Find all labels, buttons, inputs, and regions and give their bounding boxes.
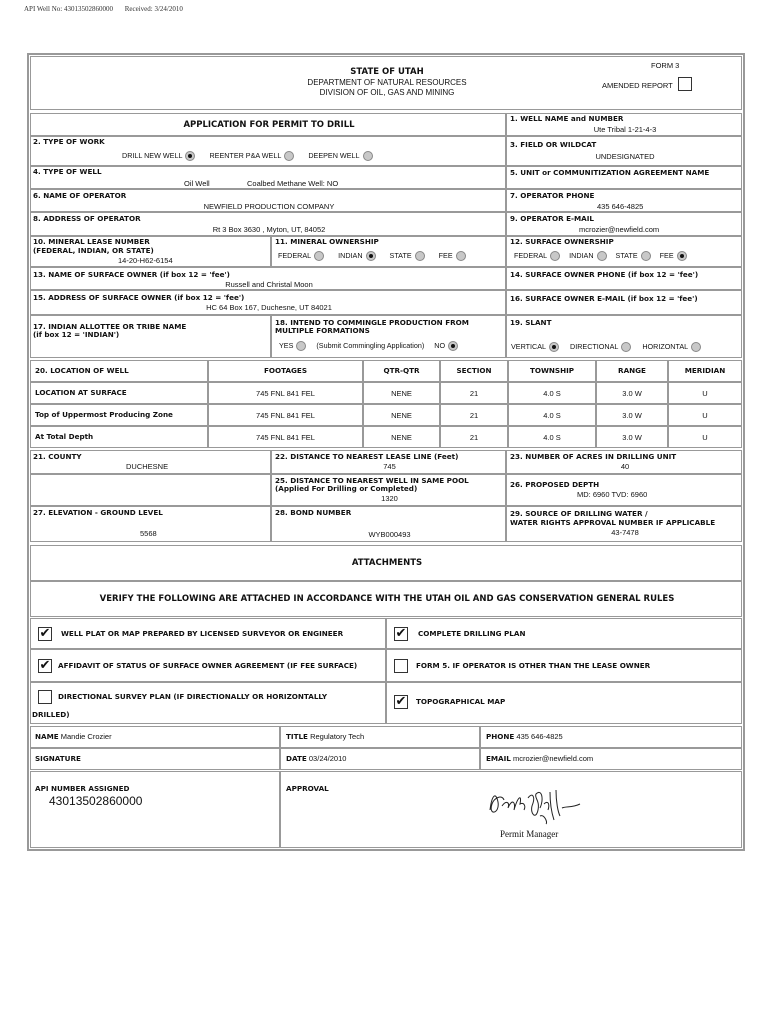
- location-header-cell: [30, 360, 208, 382]
- type-of-well-value: Oil Well: [184, 179, 210, 188]
- approval-label: APPROVAL: [286, 784, 329, 793]
- mineral-fee[interactable]: [439, 251, 466, 261]
- drilling-plan-checkbox[interactable]: ✔: [395, 626, 407, 641]
- location-header-cell: [668, 360, 742, 382]
- bond-number-label: 28. BOND NUMBER: [275, 508, 352, 517]
- amended-report-checkbox[interactable]: [678, 77, 692, 91]
- surface-ownership-cell: [506, 236, 742, 267]
- commingle-label: 18. INTEND TO COMMINGLE PRODUCTION FROM: [275, 318, 469, 327]
- location-header-text: 20. LOCATION OF WELL: [35, 366, 129, 375]
- affidavit-label: AFFIDAVIT OF STATUS OF SURFACE OWNER AGREEMENT (IF FEE SURFACE): [58, 661, 358, 670]
- surface-state-label: STATE: [615, 251, 638, 260]
- phone-field: [486, 732, 563, 741]
- attachments-verify-row: [30, 581, 742, 617]
- date-value: 03/24/2010: [308, 754, 347, 763]
- water-source-label-2: WATER RIGHTS APPROVAL NUMBER IF APPLICABLE: [510, 518, 716, 527]
- mineral-indian[interactable]: [338, 251, 375, 261]
- location-table-cell: [363, 426, 440, 448]
- commingle-no-radio[interactable]: [448, 341, 458, 351]
- surface-indian[interactable]: [569, 251, 606, 261]
- nearest-well-label-2: (Applied For Drilling or Completed): [275, 484, 418, 493]
- attachment-directional-survey: [30, 682, 386, 724]
- work-option-reenter[interactable]: [209, 151, 294, 161]
- topo-map-checkbox[interactable]: ✔: [395, 694, 407, 709]
- mineral-state-radio[interactable]: [415, 251, 425, 261]
- attachment-drilling-plan: [386, 618, 742, 649]
- email-label: EMAIL: [486, 754, 511, 763]
- title-cell: [280, 726, 480, 748]
- elevation-value: 5568: [140, 529, 157, 538]
- location-header-cell: [363, 360, 440, 382]
- unit-cell: [506, 166, 742, 189]
- topo-map-label: TOPOGRAPHICAL MAP: [416, 697, 506, 706]
- form-number: FORM 3: [651, 61, 680, 70]
- location-table-cell: [668, 382, 742, 404]
- surface-indian-label: INDIAN: [569, 251, 594, 260]
- location-table-cell: [363, 404, 440, 426]
- location-cell-text: 4.0 S: [543, 389, 561, 398]
- slant-label: 19. SLANT: [510, 318, 552, 327]
- location-header-text: QTR-QTR: [383, 366, 420, 375]
- commingle-no[interactable]: [434, 341, 458, 351]
- work-option-drill[interactable]: [122, 151, 195, 161]
- mineral-lease-value: 14-20-H62-6154: [118, 256, 173, 265]
- location-cell-text: 3.0 W: [622, 389, 642, 398]
- operator-name-label: 6. NAME OF OPERATOR: [33, 191, 127, 200]
- blank-cell: [30, 474, 271, 506]
- water-source-value: 43-7478: [611, 528, 639, 537]
- location-cell-text: Top of Uppermost Producing Zone: [35, 410, 173, 419]
- surface-owner-name-value: Russell and Christal Moon: [225, 280, 313, 289]
- mineral-ownership-label: 11. MINERAL OWNERSHIP: [275, 237, 379, 246]
- location-cell-text: 4.0 S: [543, 433, 561, 442]
- name-cell: [30, 726, 280, 748]
- division-title: DIVISION OF OIL, GAS AND MINING: [319, 88, 455, 97]
- location-table-cell: [363, 382, 440, 404]
- mineral-federal-radio[interactable]: [314, 251, 324, 261]
- nearest-well-cell: [271, 474, 506, 506]
- mineral-indian-label: INDIAN: [338, 251, 363, 260]
- location-header-text: SECTION: [456, 366, 492, 375]
- work-option-reenter-label: REENTER P&A WELL: [209, 151, 282, 160]
- operator-address-cell: [30, 212, 506, 236]
- surface-federal[interactable]: [514, 251, 560, 261]
- well-name-value: Ute Tribal 1-21-4-3: [593, 125, 657, 134]
- slant-directional[interactable]: [570, 342, 631, 352]
- deepen-radio[interactable]: [363, 151, 373, 161]
- location-table-cell: [30, 382, 208, 404]
- indian-allottee-label: 17. INDIAN ALLOTTEE OR TRIBE NAME: [33, 322, 187, 331]
- received-date: Received: 3/24/2010: [124, 5, 183, 13]
- water-source-label: 29. SOURCE OF DRILLING WATER /: [510, 509, 648, 518]
- location-cell-text: 745 FNL 841 FEL: [256, 411, 315, 420]
- surface-owner-name-cell: [30, 267, 506, 290]
- mineral-state[interactable]: [390, 251, 425, 261]
- county-label: 21. COUNTY: [33, 452, 82, 461]
- phone-cell: [480, 726, 742, 748]
- attachments-header: [30, 545, 742, 581]
- location-cell-text: LOCATION AT SURFACE: [35, 388, 127, 397]
- surface-owner-phone-cell: [506, 267, 742, 290]
- app-title-cell: [30, 113, 506, 136]
- operator-name-cell: [30, 189, 506, 212]
- location-table-cell: [508, 426, 596, 448]
- surface-state-radio[interactable]: [641, 251, 651, 261]
- field-label: 3. FIELD OR WILDCAT: [510, 140, 597, 149]
- slant-horizontal-label: HORIZONTAL: [642, 342, 689, 351]
- commingle-cell: [271, 315, 506, 358]
- unit-label: 5. UNIT or COMMUNITIZATION AGREEMENT NAME: [510, 168, 710, 177]
- surface-federal-radio[interactable]: [550, 251, 560, 261]
- commingle-yes-label: YES: [279, 341, 294, 350]
- slant-directional-label: DIRECTIONAL: [570, 342, 619, 351]
- location-cell-text: 21: [469, 389, 479, 398]
- permit-manager-label: Permit Manager: [500, 829, 559, 839]
- location-table-cell: [208, 382, 363, 404]
- surface-state[interactable]: [616, 251, 651, 261]
- email-value: mcrozier@newfield.com: [512, 754, 594, 763]
- location-table-cell: [440, 404, 508, 426]
- attachment-affidavit: [30, 649, 386, 682]
- mineral-lease-label-2: (FEDERAL, INDIAN, OR STATE): [33, 246, 154, 255]
- title-field: [286, 732, 364, 741]
- location-table-cell: [668, 426, 742, 448]
- mineral-indian-radio[interactable]: [366, 251, 376, 261]
- signature-label: SIGNATURE: [35, 754, 81, 763]
- acres-label: 23. NUMBER OF ACRES IN DRILLING UNIT: [510, 452, 677, 461]
- operator-name-value: NEWFIELD PRODUCTION COMPANY: [203, 202, 335, 211]
- elevation-label: 27. ELEVATION - GROUND LEVEL: [33, 508, 163, 517]
- location-table-cell: [508, 382, 596, 404]
- reenter-radio[interactable]: [284, 151, 294, 161]
- indian-allottee-cell: [30, 315, 271, 358]
- api-well-number: API Well No: 43013502860000: [24, 5, 113, 13]
- phone-value: 435 646-4825: [516, 732, 563, 741]
- operator-phone-value: 435 646-4825: [597, 202, 644, 211]
- mineral-fee-radio[interactable]: [456, 251, 466, 261]
- county-cell: [30, 450, 271, 474]
- surface-ownership-options: [514, 251, 687, 261]
- slant-vertical[interactable]: [511, 342, 559, 352]
- type-of-work-options: [122, 151, 385, 161]
- location-header-text: MERIDIAN: [684, 366, 726, 375]
- county-value: DUCHESNE: [126, 462, 169, 471]
- surface-fee-radio[interactable]: [677, 251, 687, 261]
- signature-cell: [30, 748, 280, 770]
- surface-indian-radio[interactable]: [597, 251, 607, 261]
- location-cell-text: 21: [469, 411, 479, 420]
- water-source-cell: [506, 506, 742, 542]
- lease-line-distance-label: 22. DISTANCE TO NEAREST LEASE LINE (Feet): [275, 452, 459, 461]
- well-name-cell: [506, 113, 742, 136]
- location-table-cell: [440, 382, 508, 404]
- location-cell-text: 3.0 W: [622, 411, 642, 420]
- surface-ownership-label: 12. SURFACE OWNERSHIP: [510, 237, 614, 246]
- slant-options: [511, 342, 701, 352]
- surface-owner-address-value: HC 64 Box 167, Duchesne, UT 84021: [206, 303, 332, 312]
- signature-image: [484, 780, 594, 828]
- lease-line-distance-value: 745: [383, 462, 396, 471]
- field-value: UNDESIGNATED: [595, 152, 655, 161]
- mineral-lease-cell: [30, 236, 271, 267]
- commingle-label-2: MULTIPLE FORMATIONS: [275, 326, 370, 335]
- work-option-deepen[interactable]: [308, 151, 372, 161]
- operator-address-label: 8. ADDRESS OF OPERATOR: [33, 214, 141, 223]
- work-option-drill-label: DRILL NEW WELL: [122, 151, 183, 160]
- surface-fee-label: FEE: [659, 251, 674, 260]
- commingle-no-label: NO: [434, 341, 446, 350]
- commingle-options: [279, 341, 470, 351]
- nearest-well-value: 1320: [381, 494, 398, 503]
- surface-owner-email-cell: [506, 290, 742, 315]
- location-cell-text: NENE: [391, 411, 412, 420]
- bond-number-cell: [271, 506, 506, 542]
- operator-email-value: mcrozier@newfield.com: [579, 225, 660, 234]
- location-header-cell: [508, 360, 596, 382]
- surface-owner-address-label: 15. ADDRESS OF SURFACE OWNER (if box 12 = 'fee'): [33, 293, 245, 302]
- mineral-federal[interactable]: [278, 251, 324, 261]
- location-cell-text: U: [702, 389, 708, 398]
- operator-address-value: Rt 3 Box 3630 , Myton, UT, 84052: [212, 225, 326, 234]
- surface-fee[interactable]: [660, 251, 687, 261]
- location-header-text: TOWNSHIP: [529, 366, 575, 375]
- coalbed-methane-value: Coalbed Methane Well: NO: [247, 179, 339, 188]
- location-cell-text: 4.0 S: [543, 411, 561, 420]
- type-of-work-label: 2. TYPE OF WORK: [33, 137, 105, 146]
- operator-email-cell: [506, 212, 742, 236]
- attachment-well-plat: [30, 618, 386, 649]
- mineral-federal-label: FEDERAL: [278, 251, 312, 260]
- directional-survey-label: DIRECTIONAL SURVEY PLAN (IF DIRECTIONALLY OR HORIZONTALLY: [58, 692, 328, 701]
- location-table-cell: [596, 382, 668, 404]
- location-table-cell: [208, 426, 363, 448]
- well-plat-label: WELL PLAT OR MAP PREPARED BY LICENSED SURVEYOR OR ENGINEER: [61, 629, 344, 638]
- name-value: Mandie Crozier: [60, 732, 112, 741]
- bond-number-value: WYB000493: [368, 530, 411, 539]
- location-cell-text: U: [702, 411, 708, 420]
- slant-vertical-label: VERTICAL: [511, 342, 547, 351]
- location-cell-text: U: [702, 433, 708, 442]
- field-cell: [506, 136, 742, 166]
- type-of-work-cell: [30, 136, 506, 166]
- commingle-note: (Submit Commingling Application): [316, 341, 425, 350]
- commingle-yes[interactable]: [279, 341, 306, 351]
- proposed-depth-label: 26. PROPOSED DEPTH: [510, 480, 600, 489]
- mineral-state-label: STATE: [389, 251, 412, 260]
- nearest-well-label: 25. DISTANCE TO NEAREST WELL IN SAME POOL: [275, 476, 469, 485]
- lease-line-distance-cell: [271, 450, 506, 474]
- elevation-cell: [30, 506, 271, 542]
- acres-value: 40: [620, 462, 630, 471]
- amended-report-label: AMENDED REPORT: [602, 81, 673, 90]
- location-table-cell: [508, 404, 596, 426]
- slant-directional-radio[interactable]: [621, 342, 631, 352]
- directional-survey-label-2: DRILLED): [32, 710, 70, 719]
- directional-survey-checkbox[interactable]: [38, 690, 52, 704]
- dept-title: DEPARTMENT OF NATURAL RESOURCES: [307, 78, 467, 87]
- title-label: TITLE: [286, 732, 308, 741]
- operator-phone-label: 7. OPERATOR PHONE: [510, 191, 595, 200]
- location-table-cell: [596, 426, 668, 448]
- mineral-lease-label: 10. MINERAL LEASE NUMBER: [33, 237, 150, 246]
- location-cell-text: 21: [469, 433, 479, 442]
- slant-horizontal-radio[interactable]: [691, 342, 701, 352]
- location-header-cell: [440, 360, 508, 382]
- location-header-cell: [208, 360, 363, 382]
- affidavit-checkbox[interactable]: ✔: [39, 658, 51, 673]
- email-cell: [480, 748, 742, 770]
- indian-allottee-label-2: (if box 12 = 'INDIAN'): [33, 330, 120, 339]
- slant-cell: [506, 315, 742, 358]
- form5-label: FORM 5. IF OPERATOR IS OTHER THAN THE LEASE OWNER: [416, 661, 651, 670]
- type-of-well-label: 4. TYPE OF WELL: [33, 167, 102, 176]
- location-cell-text: 745 FNL 841 FEL: [256, 389, 315, 398]
- acres-cell: [506, 450, 742, 474]
- commingle-yes-radio[interactable]: [296, 341, 306, 351]
- location-table-cell: [440, 426, 508, 448]
- surface-owner-name-label: 13. NAME OF SURFACE OWNER (if box 12 = 'fee'): [33, 270, 230, 279]
- location-table-cell: [30, 404, 208, 426]
- page-header: [24, 5, 193, 13]
- drill-radio[interactable]: [185, 151, 195, 161]
- title-value: Regulatory Tech: [310, 732, 365, 741]
- location-header-text: RANGE: [618, 366, 646, 375]
- form5-checkbox[interactable]: [394, 659, 408, 673]
- location-table-cell: [30, 426, 208, 448]
- mineral-ownership-cell: [271, 236, 506, 267]
- work-option-deepen-label: DEEPEN WELL: [308, 151, 360, 160]
- email-field: [486, 754, 593, 763]
- location-table-cell: [668, 404, 742, 426]
- date-label: DATE: [286, 754, 307, 763]
- well-plat-checkbox[interactable]: ✔: [39, 626, 51, 641]
- operator-email-label: 9. OPERATOR E-MAIL: [510, 214, 594, 223]
- location-table-cell: [208, 404, 363, 426]
- attachment-topo-map: [386, 682, 742, 724]
- proposed-depth-value: MD: 6960 TVD: 6960: [577, 490, 648, 499]
- drilling-plan-label: COMPLETE DRILLING PLAN: [418, 629, 526, 638]
- mineral-fee-label: FEE: [438, 251, 453, 260]
- attachment-form5: [386, 649, 742, 682]
- location-header-text: FOOTAGES: [263, 366, 308, 375]
- location-table-cell: [596, 404, 668, 426]
- state-title: STATE OF UTAH: [350, 67, 424, 77]
- surface-owner-address-cell: [30, 290, 506, 315]
- api-number-value: 43013502860000: [49, 794, 143, 808]
- name-field: [35, 732, 112, 741]
- phone-label: PHONE: [486, 732, 515, 741]
- proposed-depth-cell: [506, 474, 742, 506]
- type-of-well-cell: [30, 166, 506, 189]
- location-cell-text: NENE: [391, 433, 412, 442]
- location-cell-text: At Total Depth: [35, 432, 94, 441]
- agency-header: [30, 56, 742, 110]
- operator-phone-cell: [506, 189, 742, 212]
- surface-federal-label: FEDERAL: [514, 251, 548, 260]
- slant-horizontal[interactable]: [642, 342, 701, 352]
- application-title: APPLICATION FOR PERMIT TO DRILL: [183, 120, 355, 130]
- approval-cell: [280, 771, 742, 848]
- date-cell: [280, 748, 480, 770]
- attachments-title: ATTACHMENTS: [351, 558, 423, 568]
- location-cell-text: 745 FNL 841 FEL: [256, 433, 315, 442]
- api-number-cell: [30, 771, 280, 848]
- well-name-label: 1. WELL NAME and NUMBER: [510, 114, 624, 123]
- surface-owner-email-label: 16. SURFACE OWNER E-MAIL (if box 12 = 'fee'): [510, 294, 698, 303]
- api-number-label: API NUMBER ASSIGNED: [35, 784, 130, 793]
- surface-owner-phone-label: 14. SURFACE OWNER PHONE (if box 12 = 'fee'): [510, 270, 699, 279]
- attachments-verify-text: VERIFY THE FOLLOWING ARE ATTACHED IN ACCORDANCE WITH THE UTAH OIL AND GAS CONSERVATION GENERAL RULES: [99, 594, 675, 604]
- slant-vertical-radio[interactable]: [549, 342, 559, 352]
- location-cell-text: NENE: [391, 389, 412, 398]
- date-field: [286, 754, 346, 763]
- location-header-cell: [596, 360, 668, 382]
- mineral-ownership-options: [278, 251, 478, 261]
- location-cell-text: 3.0 W: [622, 433, 642, 442]
- name-label: NAME: [35, 732, 59, 741]
